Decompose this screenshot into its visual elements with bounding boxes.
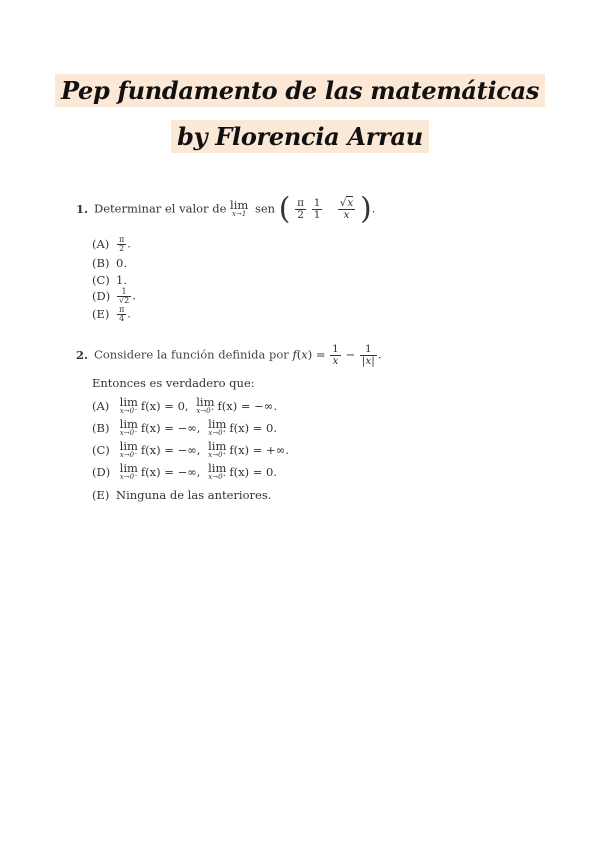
title-line-1: Pep fundamento de las matemáticas — [0, 76, 600, 105]
q2-option-b[interactable]: (B) lim x→0⁻ f(x) = −∞, lim x→0⁺ f(x) = 0. — [92, 417, 278, 437]
q2-intro: Entonces es verdadero que: — [92, 376, 255, 390]
question-1: 1. Determinar el valor de lim x→1 sen ( $\frac{\pi}{2}$ $\frac{1}{1}$ $\frac{√x}{x}$ ). — [76, 191, 376, 227]
q2-option-e[interactable]: (E) Ninguna de las anteriores. — [92, 488, 272, 502]
q2-option-a[interactable]: (A) lim x→0⁻ f(x) = 0, lim x→0⁺ f(x) = −∞. — [92, 395, 278, 415]
question-2: 2. Considere la función definida por f(x) = $\frac{1}{x}$ − $\frac{1}{|x|}$ . — [76, 343, 382, 367]
q1-option-b[interactable]: (B) 0. — [92, 256, 127, 270]
q1-option-a[interactable]: (A) $\frac{\pi}{2}$ . — [92, 235, 131, 253]
q1-option-d[interactable]: (D) $\frac{1}{√2}$ . — [92, 287, 136, 305]
q1-option-c[interactable]: (C) 1. — [92, 273, 127, 287]
q2-option-c[interactable]: (C) lim x→0⁻ f(x) = −∞, lim x→0⁺ f(x) = +∞. — [92, 439, 289, 459]
q2-option-d[interactable]: (D) lim x→0⁻ f(x) = −∞, lim x→0⁺ f(x) = 0. — [92, 461, 278, 481]
title-line-2: by Florencia Arrau — [0, 122, 600, 151]
q1-option-e[interactable]: (E) $\frac{\pi}{4}$ . — [92, 305, 131, 323]
